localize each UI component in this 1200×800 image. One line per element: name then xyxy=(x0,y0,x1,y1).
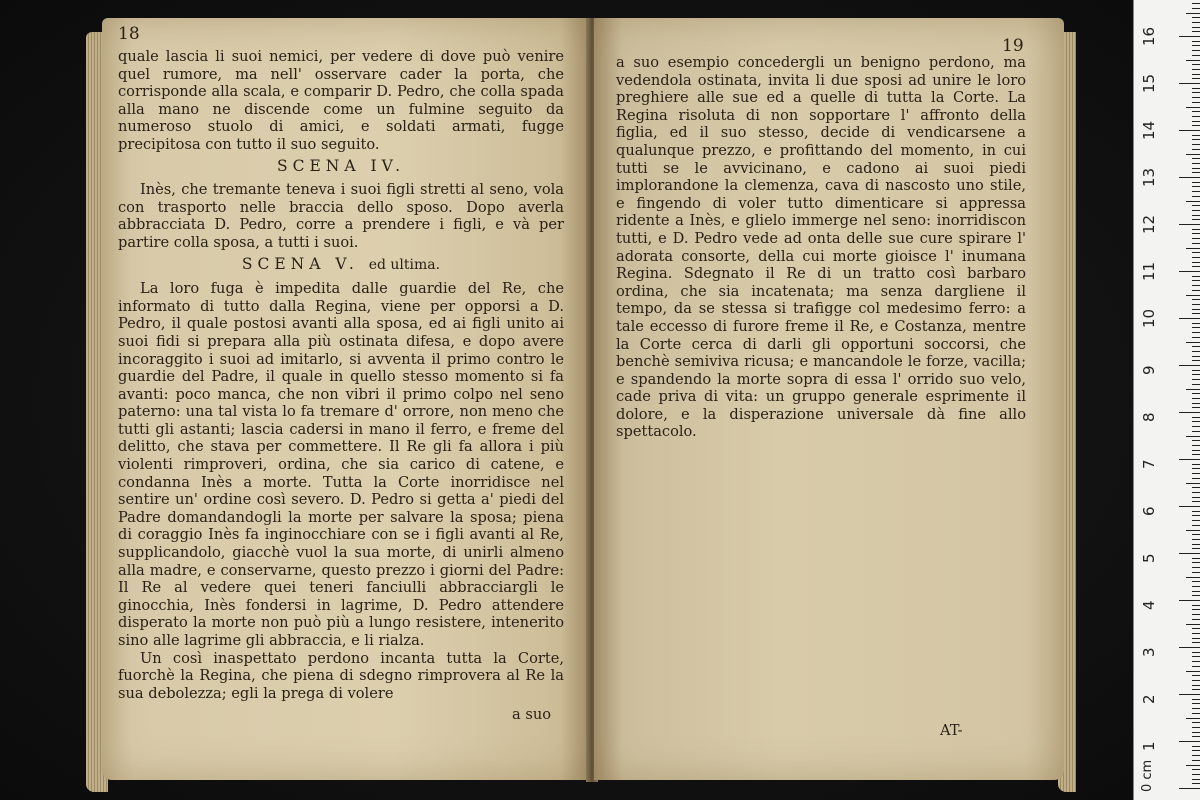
ruler-tick xyxy=(1192,116,1200,117)
ruler-tick xyxy=(1186,436,1200,437)
ruler-label: 6 xyxy=(1140,506,1158,516)
ruler-label: 10 xyxy=(1140,308,1158,328)
ruler-tick xyxy=(1179,365,1200,366)
ruler-tick xyxy=(1192,210,1200,211)
ruler-tick xyxy=(1192,374,1200,375)
ruler-tick xyxy=(1192,431,1200,432)
ruler-tick xyxy=(1186,624,1200,625)
ruler-tick xyxy=(1192,182,1200,183)
ruler-tick xyxy=(1192,356,1200,357)
ruler-tick xyxy=(1186,389,1200,390)
ruler-tick xyxy=(1192,276,1200,277)
ruler-tick xyxy=(1192,219,1200,220)
ruler-tick xyxy=(1186,248,1200,249)
ruler-tick xyxy=(1192,656,1200,657)
ruler-label: 16 xyxy=(1140,26,1158,46)
ruler-tick xyxy=(1192,144,1200,145)
ruler-tick xyxy=(1192,783,1200,784)
ruler-tick xyxy=(1192,614,1200,615)
ruler-tick xyxy=(1192,50,1200,51)
ruler-tick xyxy=(1192,337,1200,338)
ruler-tick xyxy=(1192,661,1200,662)
ruler-tick xyxy=(1192,642,1200,643)
left-page xyxy=(102,18,590,780)
ruler-tick xyxy=(1186,530,1200,531)
ruler-tick xyxy=(1192,779,1200,780)
ruler-tick xyxy=(1192,215,1200,216)
ruler-tick xyxy=(1186,13,1200,14)
ruler-tick xyxy=(1192,313,1200,314)
ruler-tick xyxy=(1192,548,1200,549)
ruler-tick xyxy=(1186,483,1200,484)
ruler-tick xyxy=(1192,760,1200,761)
ruler-tick xyxy=(1192,746,1200,747)
ruler-tick xyxy=(1192,125,1200,126)
ruler-tick xyxy=(1192,158,1200,159)
ruler-tick xyxy=(1179,694,1200,695)
ruler-tick xyxy=(1192,351,1200,352)
ruler-tick xyxy=(1192,243,1200,244)
ruler-tick xyxy=(1192,111,1200,112)
ruler-tick xyxy=(1192,78,1200,79)
ruler-tick xyxy=(1192,3,1200,4)
ruler-tick xyxy=(1192,370,1200,371)
ruler-tick xyxy=(1192,666,1200,667)
ruler-tick xyxy=(1192,685,1200,686)
ruler-tick xyxy=(1179,459,1200,460)
ruler-tick xyxy=(1192,544,1200,545)
ruler-tick xyxy=(1192,135,1200,136)
ruler-tick xyxy=(1192,586,1200,587)
ruler-tick xyxy=(1192,238,1200,239)
ruler-tick xyxy=(1192,252,1200,253)
ruler-tick xyxy=(1192,22,1200,23)
ruler-label: 15 xyxy=(1140,73,1158,93)
ruler-tick xyxy=(1179,318,1200,319)
scene-5-text: La loro fuga è impedita dalle guardie del Re, che informato di tutto dalla Regina, viene per opporsi a D. Pedro, il quale postosi avanti alla sposa, ed ai figli unito ai suoi fidi si prepara alla più ostinata difesa, e dopo avere incoraggito i suoi ad imitarlo, si avventa il primo contro le guardie del Padre, il quale in quello stesso momento si fa avanti: poco manca, che non vibri il primo colpo nel seno paterno: una tal vista lo fa tremare d' orrore, non meno che tutti gli astanti; lascia cadersi in mano il ferro, e freme del delitto, che stava per commettere. Il Re gli fa allora i più violenti rimproveri, ordina, che sia carico di catene, e condanna Inès a morte. Tutta la Corte inorridisce nel sentire un' ordine così severo. D. Pedro si getta a' piedi del Padre domandandogli la morte per salvare la sposa; piena di coraggio Inès fa inginocchiare con se i figli avanti al Re, supplicandolo, giacchè vuol la sua morte, di unirli almeno alla madre, e conservarne, questo prezzo i giorni del Padre: Il Re al vedere quei teneri fanciulli abbracciargli le ginocchia, Inès fondersi in lagrime, D. Pedro attendere disperato la morte non può più a lungo resistere, intenerito sino alle lagrime gli abbraccia, e li rialza. xyxy=(118,280,564,649)
ruler-tick xyxy=(1192,69,1200,70)
right-catchword: AT- xyxy=(940,722,963,739)
ruler-tick xyxy=(1186,342,1200,343)
ruler-tick xyxy=(1192,88,1200,89)
ruler-tick xyxy=(1192,149,1200,150)
scene-4-heading: SCENA IV. xyxy=(276,156,405,175)
ruler-tick xyxy=(1179,600,1200,601)
ruler-tick xyxy=(1192,290,1200,291)
ruler-tick xyxy=(1192,299,1200,300)
ruler-tick xyxy=(1192,722,1200,723)
ruler-tick xyxy=(1192,205,1200,206)
ruler-tick xyxy=(1192,591,1200,592)
scene-5-subtitle: ed ultima. xyxy=(368,256,441,273)
ruler-tick xyxy=(1192,121,1200,122)
ruler-tick xyxy=(1179,647,1200,648)
ruler-tick xyxy=(1192,468,1200,469)
ruler-tick xyxy=(1186,60,1200,61)
ruler-tick xyxy=(1192,680,1200,681)
ruler-tick xyxy=(1192,280,1200,281)
ruler-tick xyxy=(1192,360,1200,361)
ruler-tick xyxy=(1192,727,1200,728)
ruler-unit-label: 0 cm xyxy=(1140,759,1155,792)
ruler-tick xyxy=(1192,769,1200,770)
ruler-tick xyxy=(1192,163,1200,164)
ruler-tick xyxy=(1186,671,1200,672)
ruler-tick xyxy=(1192,426,1200,427)
open-book xyxy=(82,18,1082,788)
ruler-tick xyxy=(1192,652,1200,653)
ruler-tick xyxy=(1192,525,1200,526)
ruler-tick xyxy=(1192,703,1200,704)
measuring-ruler xyxy=(1133,0,1200,800)
ruler-tick xyxy=(1192,323,1200,324)
ruler-tick xyxy=(1192,92,1200,93)
ruler-tick xyxy=(1192,257,1200,258)
ruler-tick xyxy=(1192,262,1200,263)
scene-5-heading xyxy=(118,256,564,275)
ruler-tick xyxy=(1192,619,1200,620)
ruler-tick xyxy=(1192,266,1200,267)
ruler-tick xyxy=(1192,139,1200,140)
ruler-tick xyxy=(1192,515,1200,516)
ruler-tick xyxy=(1179,741,1200,742)
left-opening-paragraph: quale lascia li suoi nemici, per vedere di dove può venire quel rumore, ma nell' osservare cader la porta, che corrisponde alla scala, e comparir D. Pedro, che colla spada alla mano ne discende come un fulmine seguito da numeroso stuolo di amici, e soldati armati, fugge precipitosa con tutto il suo seguito. xyxy=(118,48,564,153)
ruler-label: 13 xyxy=(1140,167,1158,187)
ruler-tick xyxy=(1192,31,1200,32)
ruler-tick xyxy=(1192,45,1200,46)
ruler-tick xyxy=(1192,8,1200,9)
ruler-tick xyxy=(1192,445,1200,446)
ruler-tick xyxy=(1192,699,1200,700)
ruler-tick xyxy=(1186,295,1200,296)
ruler-tick xyxy=(1192,558,1200,559)
ruler-tick xyxy=(1192,186,1200,187)
ruler-tick xyxy=(1192,304,1200,305)
ruler-tick xyxy=(1192,497,1200,498)
ruler-label: 3 xyxy=(1140,647,1158,657)
ruler-tick xyxy=(1192,609,1200,610)
ruler-tick xyxy=(1192,421,1200,422)
ruler-tick xyxy=(1192,64,1200,65)
ruler-tick xyxy=(1192,309,1200,310)
ruler-tick xyxy=(1186,154,1200,155)
ruler-tick xyxy=(1192,534,1200,535)
right-page-text xyxy=(616,54,1026,441)
ruler-tick xyxy=(1179,788,1200,789)
ruler-tick xyxy=(1192,191,1200,192)
ruler-tick xyxy=(1192,440,1200,441)
ruler-label: 14 xyxy=(1140,120,1158,140)
ruler-tick xyxy=(1192,398,1200,399)
ruler-tick xyxy=(1192,393,1200,394)
ruler-tick xyxy=(1192,102,1200,103)
ruler-tick xyxy=(1192,473,1200,474)
ruler-tick xyxy=(1179,506,1200,507)
ruler-tick xyxy=(1192,417,1200,418)
right-page xyxy=(594,18,1064,780)
ruler-tick xyxy=(1192,572,1200,573)
ruler-tick xyxy=(1192,454,1200,455)
ruler-tick xyxy=(1192,41,1200,42)
ruler-tick xyxy=(1192,74,1200,75)
ruler-tick xyxy=(1192,638,1200,639)
ruler-tick xyxy=(1192,478,1200,479)
ruler-tick xyxy=(1186,201,1200,202)
page-number-right: 19 xyxy=(1002,36,1024,56)
ruler-tick xyxy=(1192,562,1200,563)
ruler-tick xyxy=(1192,97,1200,98)
ruler-tick xyxy=(1192,55,1200,56)
ruler-tick xyxy=(1192,233,1200,234)
ruler-tick xyxy=(1192,520,1200,521)
ruler-tick xyxy=(1192,172,1200,173)
ruler-tick xyxy=(1186,577,1200,578)
ruler-tick xyxy=(1192,732,1200,733)
ruler-tick xyxy=(1192,17,1200,18)
ruler-tick xyxy=(1192,501,1200,502)
right-paragraph: a suo esempio concedergli un benigno perdono, ma vedendola ostinata, invita li due sposi ad unire le loro preghiere alle sue ed a quelle di tutta la Corte. La Regina risoluta di non sopportare l' affronto della figlia, ed il suo stesso, decide di vendicarsene a qualunque prezzo, e profittando del momento, in cui tutti se le avvicinano, e cadono ai suoi piedi implorandone la clemenza, cava di nascosto uno stile, e fingendo di voler tutto dimenticare si appressa ridente a Inès, e glielo immerge nel seno: inorridiscon tutti, e D. Pedro vede ad onta delle sue cure spirare l' adorata consorte, della cui morte gioisce l' inumana Regina. Sdegnato il Re di un tratto così barbaro ordina, che sia incatenata; ma senza dargliene il tempo, da se stessa si trafigge col medesimo ferro: a tale eccesso di furore freme il Re, e Costanza, mentre la Corte cerca di darli gli opportuni soccorsi, che benchè semiviva ricusa; e mancandole le forze, vacilla; e spandendo la morte sopra di essa l' orrido suo velo, cade priva di vita: un gruppo generale esprimente il dolore, e la disperazione universale dà fine allo spettacolo. xyxy=(616,54,1026,441)
ruler-tick xyxy=(1192,750,1200,751)
ruler-label: 8 xyxy=(1140,412,1158,422)
ruler-tick xyxy=(1192,713,1200,714)
ruler-tick xyxy=(1192,384,1200,385)
ruler-tick xyxy=(1192,605,1200,606)
ruler-tick xyxy=(1192,628,1200,629)
ruler-tick xyxy=(1192,774,1200,775)
ruler-tick xyxy=(1179,177,1200,178)
ruler-tick xyxy=(1179,553,1200,554)
ruler-tick xyxy=(1192,464,1200,465)
ruler-tick xyxy=(1192,736,1200,737)
ruler-tick xyxy=(1192,511,1200,512)
ruler-label: 5 xyxy=(1140,553,1158,563)
ruler-tick xyxy=(1192,332,1200,333)
ruler-tick xyxy=(1192,689,1200,690)
ruler-tick xyxy=(1192,487,1200,488)
ruler-tick xyxy=(1179,224,1200,225)
ruler-tick xyxy=(1192,567,1200,568)
ruler-tick xyxy=(1192,755,1200,756)
ruler-label: 9 xyxy=(1140,365,1158,375)
ruler-tick xyxy=(1192,168,1200,169)
ruler-tick xyxy=(1179,36,1200,37)
ruler-tick xyxy=(1192,539,1200,540)
ruler-tick xyxy=(1186,765,1200,766)
ruler-tick xyxy=(1192,492,1200,493)
ruler-tick xyxy=(1192,708,1200,709)
ruler-label: 2 xyxy=(1140,694,1158,704)
ruler-tick xyxy=(1186,718,1200,719)
ruler-tick xyxy=(1192,27,1200,28)
ruler-tick xyxy=(1192,196,1200,197)
left-page-text xyxy=(118,48,564,702)
left-catchword: a suo xyxy=(512,706,552,723)
ruler-tick xyxy=(1192,346,1200,347)
ruler-tick xyxy=(1192,327,1200,328)
ruler-tick xyxy=(1192,407,1200,408)
ruler-label: 7 xyxy=(1140,459,1158,469)
ruler-label: 1 xyxy=(1140,741,1158,751)
ruler-tick xyxy=(1192,450,1200,451)
ruler-tick xyxy=(1179,271,1200,272)
ruler-tick xyxy=(1192,229,1200,230)
ruler-label: 12 xyxy=(1140,214,1158,234)
left-final-paragraph: Un così inaspettato perdono incanta tutta la Corte, fuorchè la Regina, che piena di sdegno rimprovera al Re la sua debolezza; egli la prega di volere xyxy=(118,649,564,702)
ruler-tick xyxy=(1192,595,1200,596)
ruler-tick xyxy=(1192,285,1200,286)
ruler-tick xyxy=(1192,581,1200,582)
ruler-tick xyxy=(1192,403,1200,404)
ruler-label: 11 xyxy=(1140,261,1158,281)
ruler-tick xyxy=(1179,83,1200,84)
page-number-left: 18 xyxy=(118,24,140,44)
ruler-tick xyxy=(1192,675,1200,676)
ruler-label: 4 xyxy=(1140,600,1158,610)
ruler-tick xyxy=(1186,107,1200,108)
scene-4-text: Inès, che tremante teneva i suoi figli stretti al seno, vola con trasporto nelle braccia dello sposo. Dopo averla abbracciata D. Pedro, corre a prendere i figli, e và per partire colla sposa, a tutti i suoi. xyxy=(118,181,564,251)
ruler-tick xyxy=(1192,633,1200,634)
scene-5-title: SCENA V. xyxy=(241,254,359,273)
ruler-tick xyxy=(1179,130,1200,131)
ruler-tick xyxy=(1179,412,1200,413)
ruler-tick xyxy=(1192,379,1200,380)
